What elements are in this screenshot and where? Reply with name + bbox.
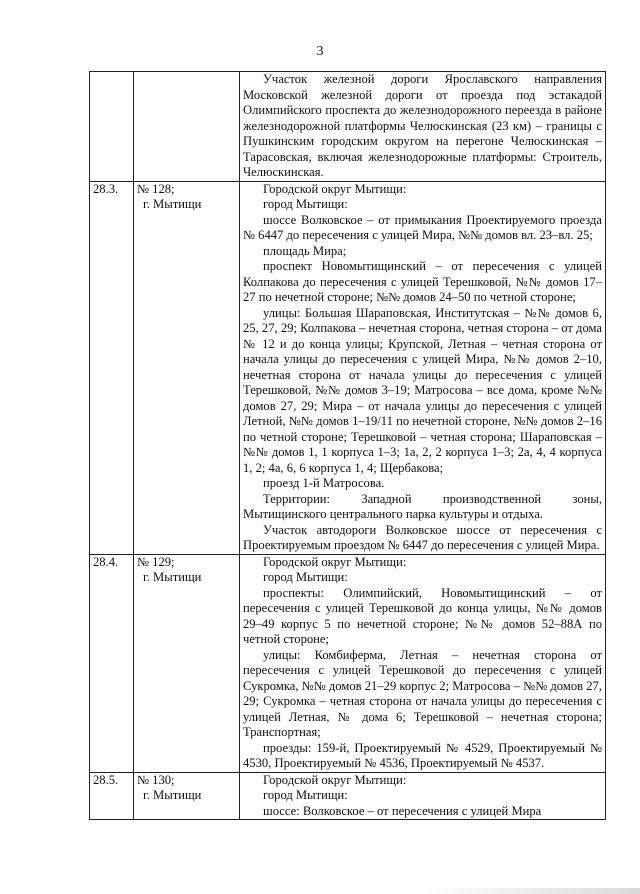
description-paragraph: Участок железной дороги Ярославского направления Московской железной дороги от проезда под эстакадой Олимпийского проспекта до железнодорожного переезда в районе железнодорожной платформы Челюскинская (23 км) – границы с Пушкинским городским округом на перегоне Челюскинская – Тарасовская, включая железнодорожные платформы: Строитель, Челюскинская.: [243, 72, 602, 179]
description-paragraph: шоссе Волковское – от примыкания Проектируемого проезда № 6447 до пересечения с улицей Мира, №№ домов вл. 23–вл. 25;: [243, 212, 602, 242]
description-paragraph: Городской округ Мытищи:: [263, 554, 407, 569]
district-number: № 128;: [137, 181, 175, 196]
description-cell: [240, 72, 606, 182]
district-number: № 130;: [137, 772, 175, 787]
scan-edge-shadow: [420, 888, 640, 894]
district-cell: [134, 772, 240, 820]
district-city: г. Мытищи: [143, 197, 202, 211]
row-number: 28.4.: [90, 554, 134, 772]
description-paragraph: город Мытищи:: [263, 197, 348, 211]
description-cell: [240, 181, 606, 554]
district-cell: [134, 554, 240, 772]
description-paragraph: проспект Новомытищинский – от пересечения с улицей Колпакова до пересечения с улицей Терешковой, №№ домов 17–27 по нечетной стороне; №№ домов 24–50 по четной стороне;: [243, 259, 602, 304]
description-paragraph: Участок автодороги Волковское шоссе от пересечения с Проектируемым проездом № 6447 до пересечения с улицей Мира.: [243, 522, 602, 552]
row-number: 28.3.: [90, 181, 134, 554]
description-paragraph: шоссе: Волковское – от пересечения с улицей Мира: [263, 803, 542, 818]
description-paragraph: Городской округ Мытищи:: [263, 772, 407, 787]
description-paragraph: город Мытищи:: [263, 788, 348, 802]
row-number: 28.5.: [90, 772, 134, 820]
description-paragraph: проспекты: Олимпийский, Новомытищинский – от пересечения с улицей Терешковой до конца улицы, №№ домов 29–49 корпус 5 по нечетной стороне; №№ домов 52–88А по четной стороне;: [243, 585, 602, 646]
row-number: [90, 72, 134, 182]
description-paragraph: проезды: 159-й, Проектируемый № 4529, Проектируемый № 4530, Проектируемый № 4536, Проектируемый № 4537.: [243, 740, 602, 770]
table-row: [90, 72, 606, 182]
table-row: [90, 772, 606, 820]
district-city: г. Мытищи: [143, 570, 202, 584]
description-cell: [240, 772, 606, 820]
table-row: [90, 554, 606, 772]
districts-table: [89, 71, 606, 820]
district-number: № 129;: [137, 554, 175, 569]
description-paragraph: улицы: Большая Шараповская, Институтская – №№ домов 6, 25, 27, 29; Колпакова – нечетная сторона, четная сторона – от дома № 12 и до конца улицы; Крупской, Летная – четная сторона от начала улицы до пересечения с улицей Мира, №№ домов 2–10, нечетная сторона от начала улицы до пересечения с улицей Терешковой, №№ домов 3–19; Матросова – все дома, кроме №№ домов 27, 29; Мира – от начала улицы до пересечения с улицей Летной, №№ домов 1–19/11 по нечетной стороне, №№ домов 2–16 по четной стороне; Терешковой – четная сторона; Шараповская – №№ домов 1, 1 корпуса 1–3; 1а, 2, 2 корпуса 1–3; 2а, 4, 4 корпуса 1, 2; 4а, 6, 6 корпуса 1, 4; Щербакова;: [243, 305, 602, 475]
district-city: г. Мытищи: [143, 788, 202, 802]
description-paragraph: Территории: Западной производственной зоны, Мытищинского центрального парка культуры и отдыха.: [243, 491, 602, 521]
description-paragraph: Городской округ Мытищи:: [263, 181, 407, 196]
district-cell: [134, 72, 240, 182]
page-number: 3: [316, 44, 324, 59]
district-cell: [134, 181, 240, 554]
description-paragraph: город Мытищи:: [263, 570, 348, 584]
table-row: [90, 181, 606, 554]
description-paragraph: площадь Мира;: [263, 243, 347, 258]
description-paragraph: улицы: Комбиферма, Летная – нечетная сторона от пересечения с улицей Терешковой до пересечения с улицей Сукромка, №№ домов 21–29 корпус 2; Матросова – №№ домов 27, 29; Сукромка – четная сторона от начала улицы до пересечения с улицей Летная, № дома 6; Терешковой – нечетная сторона; Транспортная;: [243, 647, 602, 739]
description-paragraph: проезд 1-й Матросова.: [263, 476, 385, 490]
description-cell: [240, 554, 606, 772]
